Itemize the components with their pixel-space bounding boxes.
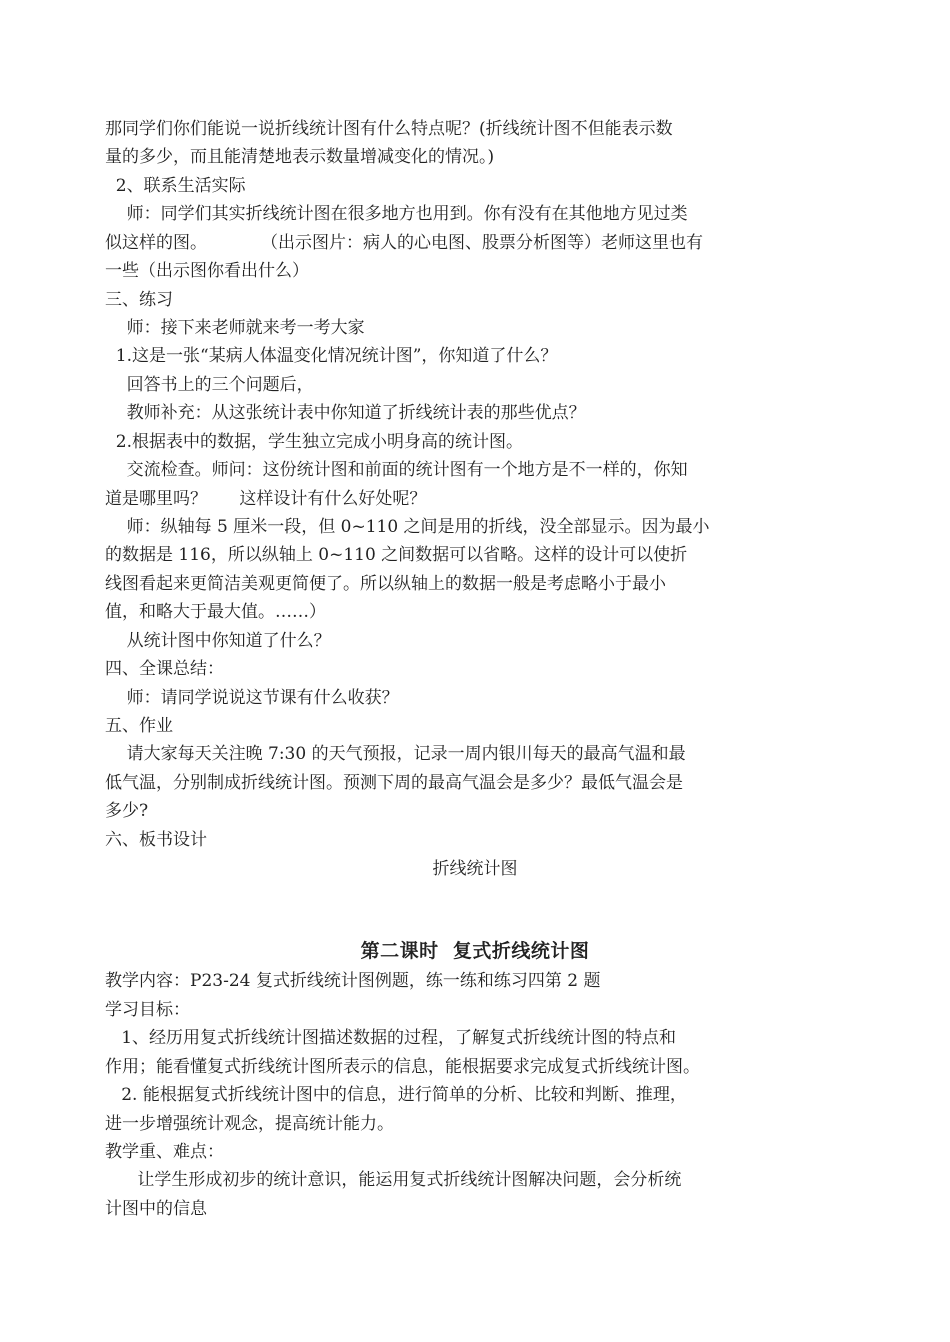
paragraph-line: 教学内容：P23-24 复式折线统计图例题，练一练和练习四第 2 题 bbox=[105, 971, 601, 991]
paragraph-line: 多少? bbox=[105, 801, 149, 821]
lesson-title: 第二课时 复式折线统计图 bbox=[360, 940, 590, 962]
section-heading: 六、板书设计 bbox=[105, 830, 207, 850]
section-heading: 五、作业 bbox=[105, 716, 173, 736]
paragraph-line: 请大家每天关注晚 7:30 的天气预报，记录一周内银川每天的最高气温和最 bbox=[105, 744, 686, 764]
paragraph-line: 道是哪里吗？ 这样设计有什么好处呢？ bbox=[105, 489, 427, 509]
paragraph-line: 师：同学们其实折线统计图在很多地方也用到。你有没有在其他地方见过类 bbox=[105, 204, 688, 224]
paragraph-line: 线图看起来更简洁美观更简便了。所以纵轴上的数据一般是考虑略小于最小 bbox=[105, 574, 666, 594]
section-heading: 2、联系生活实际 bbox=[105, 176, 246, 196]
paragraph-line: 2.根据表中的数据，学生独立完成小明身高的统计图。 bbox=[105, 432, 524, 452]
paragraph-line: 量的多少，而且能清楚地表示数量增减变化的情况。) bbox=[105, 147, 495, 167]
paragraph-line: 2. 能根据复式折线统计图中的信息，进行简单的分析、比较和判断、推理， bbox=[105, 1085, 687, 1105]
paragraph-line: 进一步增强统计观念，提高统计能力。 bbox=[105, 1114, 394, 1134]
paragraph-line: 的数据是 116，所以纵轴上 0~110 之间数据可以省略。这样的设计可以使折 bbox=[105, 545, 688, 565]
paragraph-line: 回答书上的三个问题后， bbox=[105, 375, 314, 395]
paragraph-line: 交流检查。师问：这份统计图和前面的统计图有一个地方是不一样的，你知 bbox=[105, 460, 688, 480]
paragraph-line: 从统计图中你知道了什么？ bbox=[105, 631, 331, 651]
section-heading: 学习目标： bbox=[105, 1000, 190, 1020]
paragraph-line: 值，和略大于最大值。……） bbox=[105, 602, 326, 622]
paragraph-line: 让学生形成初步的统计意识，能运用复式折线统计图解决问题，会分析统 bbox=[105, 1170, 682, 1190]
paragraph-line: 师：纵轴每 5 厘米一段，但 0~110 之间是用的折线，没全部显示。因为最小 bbox=[105, 517, 710, 537]
paragraph-line: 教师补充：从这张统计表中你知道了折线统计表的那些优点？ bbox=[105, 403, 586, 423]
paragraph-line: 师：请同学说说这节课有什么收获？ bbox=[105, 688, 399, 708]
paragraph-line: 低气温，分别制成折线统计图。预测下周的最高气温会是多少？最低气温会是 bbox=[105, 773, 683, 793]
paragraph-line: 1、经历用复式折线统计图描述数据的过程，了解复式折线统计图的特点和 bbox=[105, 1028, 677, 1048]
paragraph-line: 那同学们你们能说一说折线统计图有什么特点呢？(折线统计图不但能表示数 bbox=[105, 119, 673, 139]
section-heading: 三、练习 bbox=[105, 290, 173, 310]
paragraph-line: 作用；能看懂复式折线统计图所表示的信息，能根据要求完成复式折线统计图。 bbox=[105, 1057, 700, 1077]
paragraph-line: 一些（出示图你看出什么） bbox=[105, 261, 309, 281]
section-heading: 四、全课总结： bbox=[105, 659, 224, 679]
paragraph-line: 计图中的信息 bbox=[105, 1199, 207, 1219]
paragraph-line: 师：接下来老师就来考一考大家 bbox=[105, 318, 365, 338]
section-heading: 教学重、难点： bbox=[105, 1142, 224, 1162]
paragraph-line: 似这样的图。 （出示图片：病人的心电图、股票分析图等）老师这里也有 bbox=[105, 233, 704, 253]
paragraph-line: 1.这是一张“某病人体温变化情况统计图”，你知道了什么？ bbox=[105, 346, 558, 366]
board-design-title: 折线统计图 bbox=[432, 859, 518, 879]
